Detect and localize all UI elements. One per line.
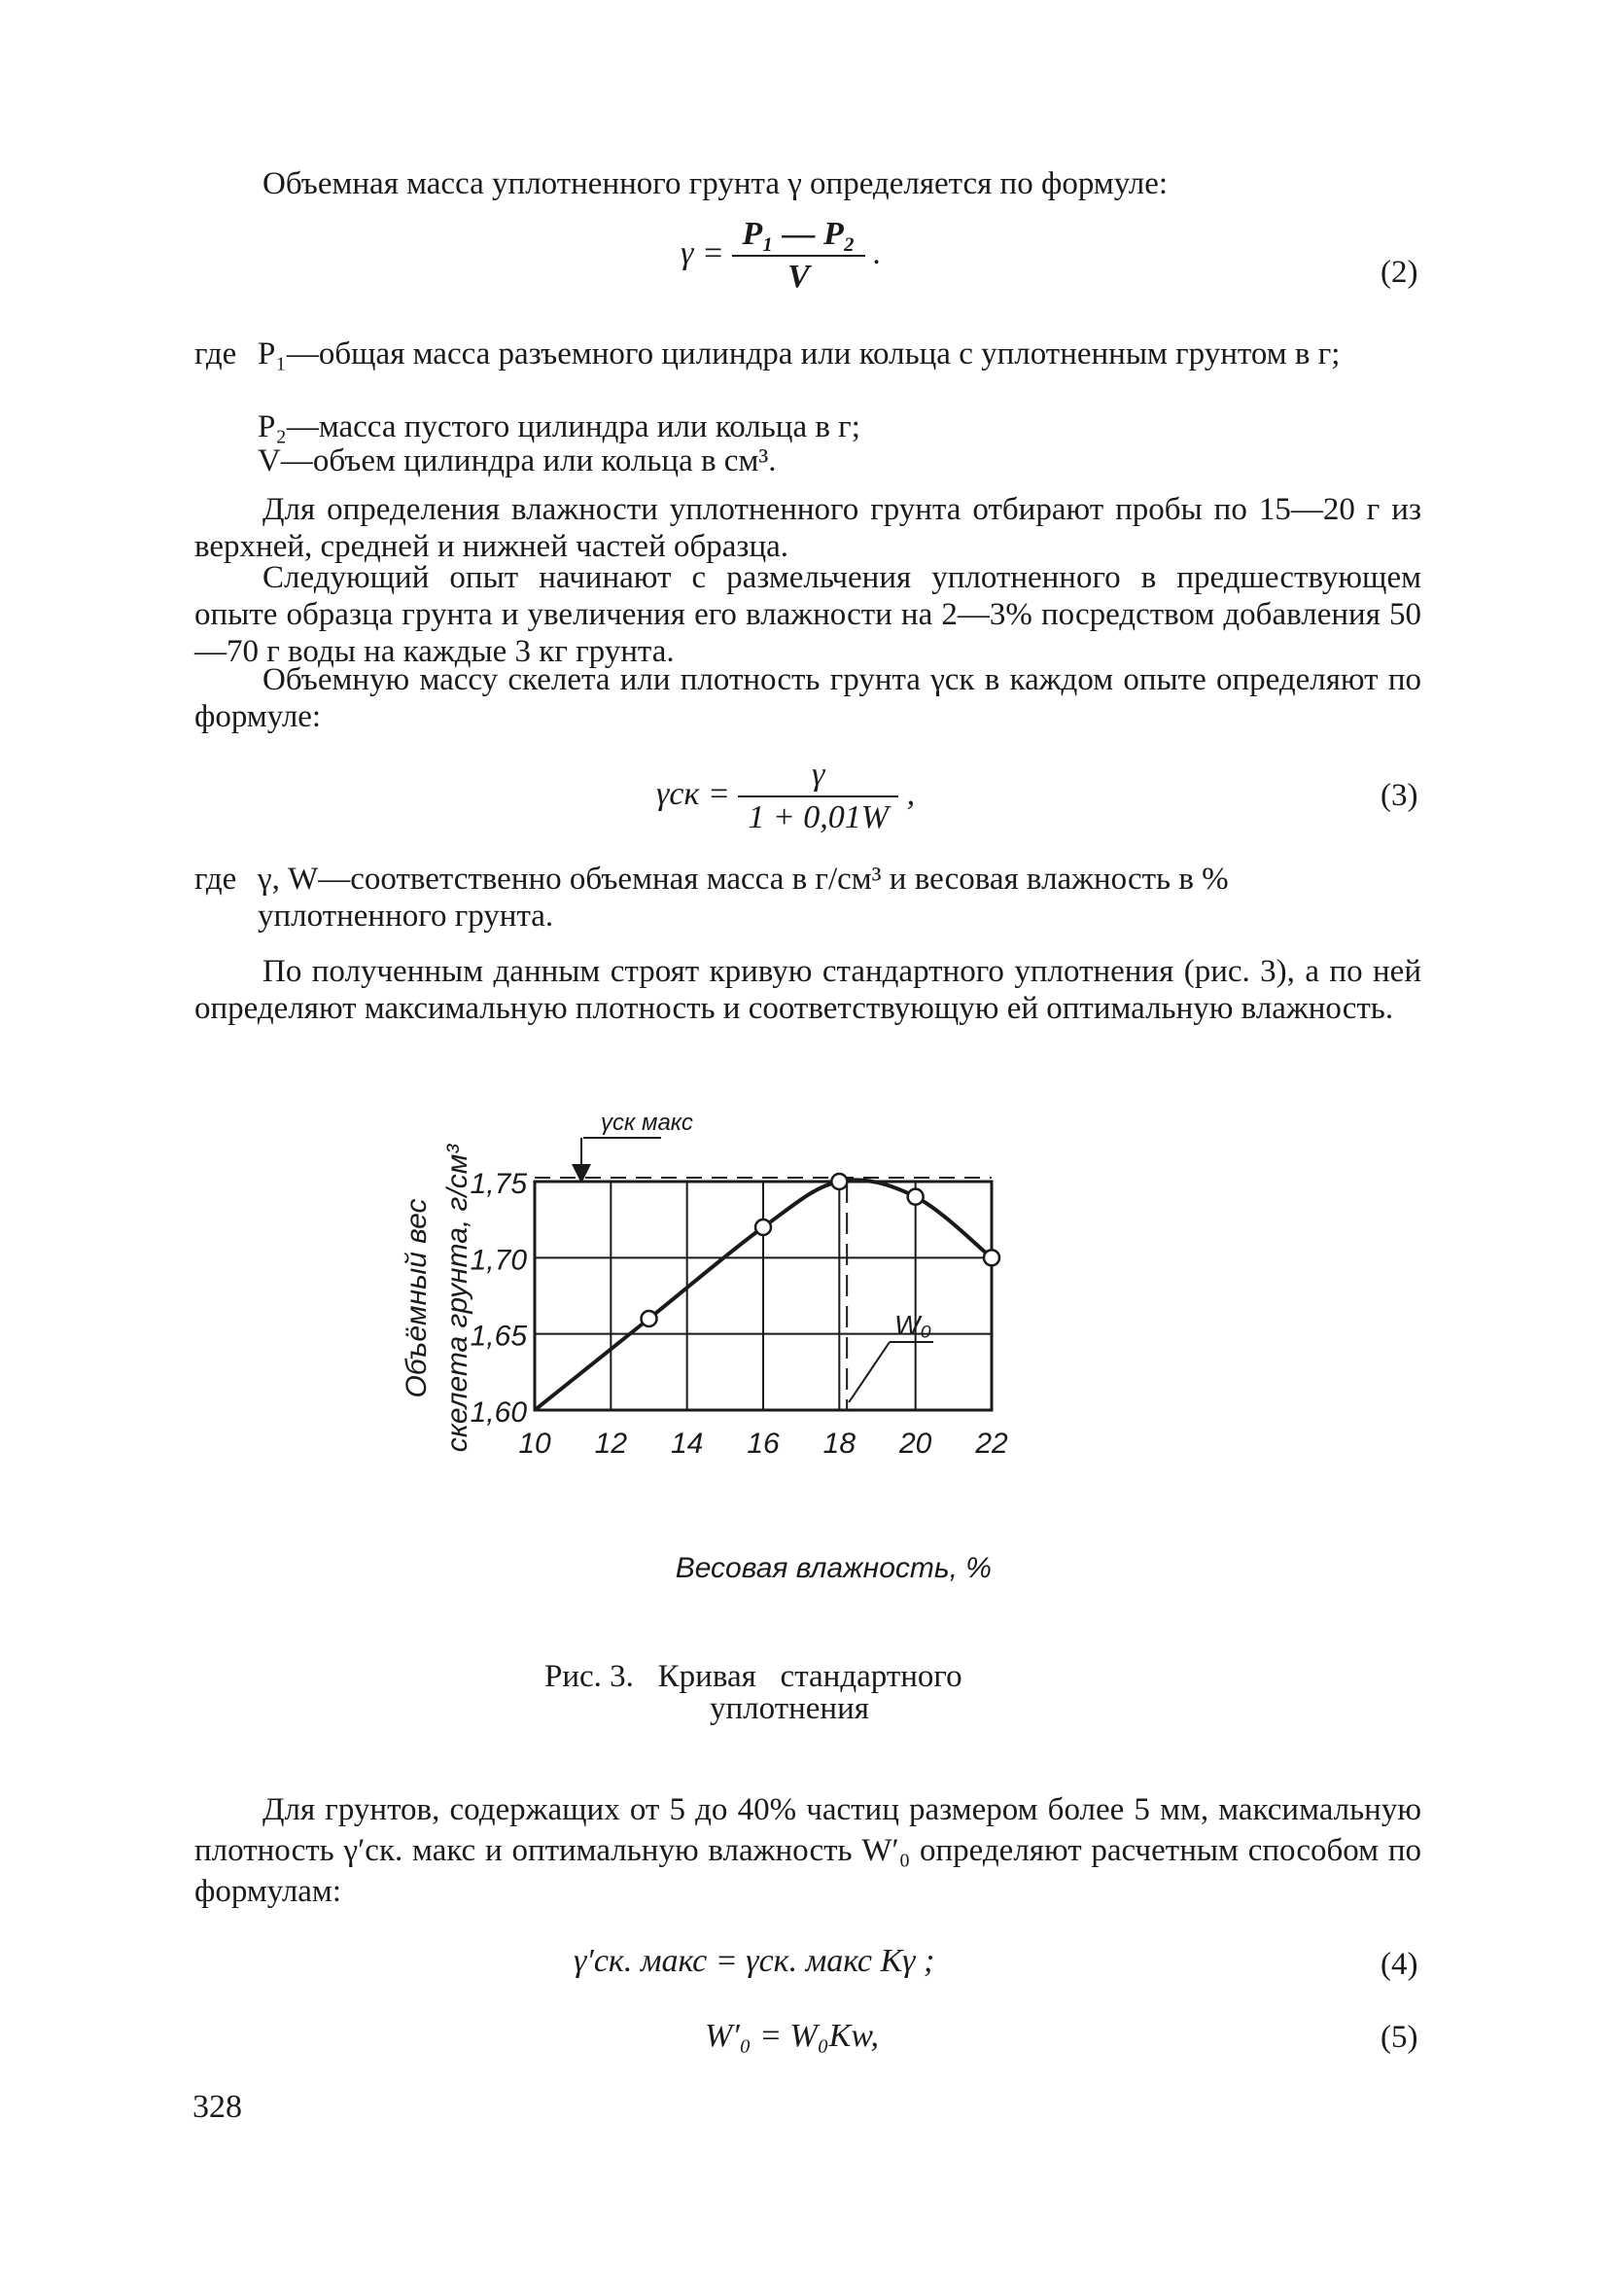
page-number: 328 — [192, 2089, 242, 2125]
figure-caption-line1: Рис. 3. Кривая стандартного — [544, 1659, 962, 1694]
y-tick-label: 1,65 — [470, 1320, 527, 1353]
x-tick-label: 10 — [518, 1428, 551, 1460]
where-v: V—объем цилиндра или кольца в см³. — [258, 443, 777, 478]
x-tick-label: 18 — [822, 1428, 856, 1460]
x-tick-label: 20 — [898, 1428, 932, 1460]
equation-number-3: (3) — [1381, 778, 1418, 813]
formula-3-lhs: γск = — [656, 775, 730, 812]
equation-number-5: (5) — [1381, 2020, 1418, 2055]
formula-2-lhs: γ = — [681, 234, 724, 271]
annotation-max-label: γск макс — [601, 1110, 693, 1136]
w0-leader-line — [849, 1342, 890, 1402]
y-tick-label: 1,75 — [470, 1168, 527, 1200]
formula-5: W′₀ = W₀Kw, — [705, 2018, 879, 2054]
figure-3-chart — [369, 1099, 1244, 1624]
para-curve: По полученным данным строят кривую стандартного уплотнения (рис. 3), а по ней определяют максимальную плотность и соответствующую ей оптимальную влажность. — [194, 954, 1421, 1026]
formula-3 — [656, 757, 915, 836]
annotation-w0-label: W₀ — [894, 1310, 932, 1340]
para-coarse: Для грунтов, содержащих от 5 до 40% частиц размером более 5 мм, максимальную плотность γ′ск. макс и оптимальную влажность W′₀ определяют расчетным способом по формулам: — [194, 1792, 1421, 1909]
y-tick-label: 1,70 — [470, 1244, 527, 1277]
where2-text: γ, W—соответственно объемная масса в г/см³ и весовая влажность в % уплотненного грунта. — [258, 862, 1229, 934]
where2-label: где — [194, 862, 237, 897]
para-samples: Для определения влажности уплотненного грунта отбирают пробы по 15—20 г из верхней, средней и нижней частей образца. — [194, 492, 1421, 564]
chart-grid — [535, 1182, 992, 1410]
formula-3-numerator: γ — [738, 757, 898, 797]
x-axis-label: Весовая влажность, % — [675, 1552, 992, 1584]
para-skeleton: Объемную массу скелета или плотность грунта γск в каждом опыте определяют по формуле: — [194, 662, 1421, 734]
x-tick-label: 12 — [594, 1428, 628, 1460]
data-point — [908, 1189, 924, 1205]
equation-number-4: (4) — [1381, 1947, 1418, 1982]
figure-caption-line2: уплотнения — [710, 1691, 869, 1726]
formula-2-fraction — [732, 216, 864, 296]
formula-2-tail: . — [873, 234, 882, 271]
x-tick-label: 22 — [975, 1428, 1008, 1460]
y-axis-label-line1: Объёмный вес — [401, 1198, 433, 1398]
formula-3-tail: , — [906, 775, 916, 812]
formula-2-denominator: V — [787, 259, 810, 295]
formula-2-numerator: P₁ — P₂ — [732, 216, 864, 257]
where-label: где — [194, 336, 237, 371]
where-p2: P₂—масса пустого цилиндра или кольца в г; — [258, 409, 860, 444]
y-tick-label: 1,60 — [470, 1396, 527, 1429]
data-point — [755, 1219, 771, 1235]
formula-3-denominator: 1 + 0,01W — [748, 799, 890, 835]
data-point — [642, 1311, 657, 1326]
where-p1: P₁—общая масса разъемного цилиндра или кольца с уплотненным грунтом в г; — [258, 336, 1341, 371]
formula-2 — [681, 216, 882, 296]
data-point — [831, 1174, 847, 1189]
formula-4: γ′ск. макс = γск. макс Kγ ; — [574, 1943, 935, 1979]
x-tick-label: 14 — [670, 1428, 704, 1460]
para-next: Следующий опыт начинают с размельчения уплотненного в предшествующем опыте образца грунта и увеличения его влажности на 2—3% посредством добавления 50—70 г воды на каждые 3 кг грунта. — [194, 560, 1421, 669]
data-point — [984, 1250, 999, 1265]
y-axis-label-line2: скелета грунта, г/см³ — [441, 1144, 473, 1453]
equation-number-2: (2) — [1381, 255, 1418, 290]
x-tick-label: 16 — [747, 1428, 780, 1460]
formula-3-fraction — [738, 757, 898, 836]
intro-density-text: Объемная масса уплотненного грунта γ определяется по формуле: — [262, 166, 1169, 201]
